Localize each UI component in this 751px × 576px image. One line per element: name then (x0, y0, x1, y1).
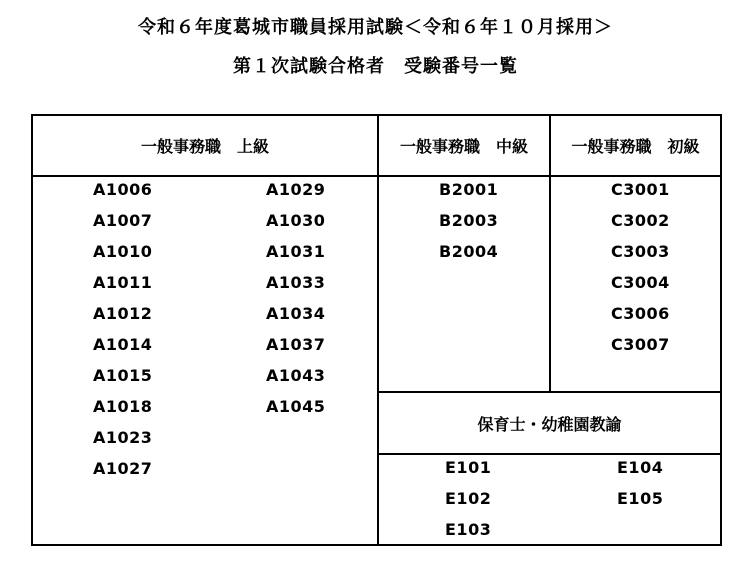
list-item: C3001 (611, 180, 670, 199)
list-item: C3004 (611, 273, 670, 292)
list-item: A1033 (266, 273, 326, 292)
divider-vertical-main (377, 114, 379, 546)
list-item: C3002 (611, 211, 670, 230)
list-item: A1015 (93, 366, 153, 385)
list-item: C3003 (611, 242, 670, 261)
header-chukyu: 一般事務職 中級 (399, 137, 528, 156)
list-item: A1031 (266, 242, 326, 261)
list-item: E105 (617, 489, 664, 508)
list-item: E101 (445, 458, 492, 477)
list-item: A1045 (266, 397, 326, 416)
list-item: B2004 (439, 242, 499, 261)
list-item: A1037 (266, 335, 326, 354)
list-item: A1043 (266, 366, 326, 385)
list-item: C3007 (611, 335, 670, 354)
list-item: B2001 (439, 180, 499, 199)
list-item: A1012 (93, 304, 153, 323)
list-item: A1034 (266, 304, 326, 323)
list-item: A1029 (266, 180, 326, 199)
list-item: A1018 (93, 397, 153, 416)
list-item: A1010 (93, 242, 153, 261)
list-item: A1023 (93, 428, 153, 447)
list-item: C3006 (611, 304, 670, 323)
divider-hoiku-header (377, 453, 722, 455)
list-item: A1006 (93, 180, 153, 199)
list-item: A1027 (93, 459, 153, 478)
list-item: A1014 (93, 335, 153, 354)
header-jokyu: 一般事務職 上級 (140, 137, 269, 156)
list-item: A1030 (266, 211, 326, 230)
page-title: 令和６年度葛城市職員採用試験＜令和６年１０月採用＞ (138, 17, 613, 38)
page-subtitle: 第１次試験合格者 受験番号一覧 (233, 56, 518, 77)
divider-header-row (31, 175, 722, 177)
list-item: B2003 (439, 211, 499, 230)
list-item: A1011 (93, 273, 153, 292)
header-shokyu: 一般事務職 初級 (571, 137, 700, 156)
list-item: E104 (617, 458, 664, 477)
list-item: E103 (445, 520, 492, 539)
list-item: E102 (445, 489, 492, 508)
header-hoiku: 保育士・幼稚園教諭 (477, 414, 622, 434)
list-item: A1007 (93, 211, 153, 230)
